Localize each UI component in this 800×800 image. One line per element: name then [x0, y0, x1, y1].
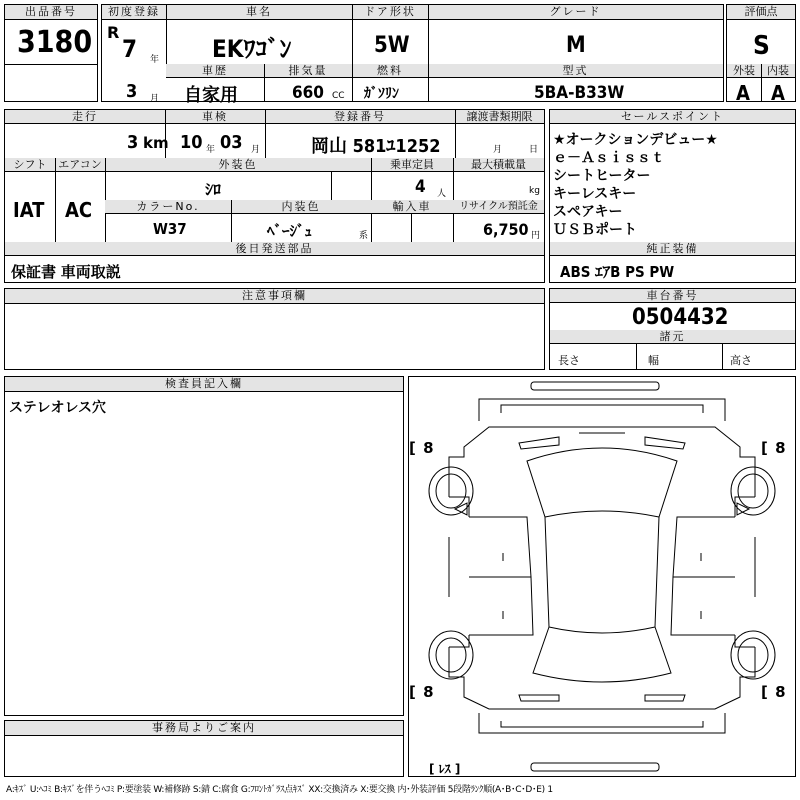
diagram-mark-rear-right: [ 8: [761, 683, 787, 701]
score: S: [753, 31, 770, 61]
reg-label: 初度登録: [102, 5, 166, 20]
chassis-box: [549, 288, 796, 370]
colorno-label: カラーNo.: [105, 200, 231, 214]
sales-point-4: キーレスキー: [553, 186, 637, 202]
mileage-unit: km: [143, 134, 169, 152]
fuel: ｶﾞｿﾘﾝ: [364, 86, 399, 102]
grade: M: [566, 33, 586, 58]
sales-point-6: ＵＳＢポート: [553, 222, 637, 238]
equipment-label: 純正装備: [550, 242, 795, 256]
recycle-label: リサイクル預託金: [453, 200, 544, 214]
history: 自家用: [184, 85, 238, 106]
sales-point-1: ★オークションデビュー★: [553, 132, 718, 148]
spec-height: 高さ: [730, 354, 752, 367]
sales-points-box: [549, 109, 796, 283]
history-label: 車歴: [166, 64, 264, 78]
inspector-label: 検査員記入欄: [5, 377, 403, 392]
sales-point-3: シートヒーター: [553, 168, 651, 184]
shift-label: シフト: [5, 158, 55, 172]
diagram-mark-rear-left: [ 8: [409, 683, 435, 701]
reg-year: 7: [122, 35, 138, 63]
int-label: 内装: [761, 64, 795, 78]
capacity-unit: 人: [437, 189, 447, 199]
displacement-unit: CC: [332, 91, 345, 101]
displacement: 660: [292, 83, 324, 103]
car-diagram: [409, 377, 795, 776]
reg-month-unit: 月: [150, 94, 160, 104]
shaken-label: 車検: [165, 110, 265, 124]
recycle-unit: 円: [531, 231, 541, 241]
color-label: 外装色: [105, 158, 371, 172]
door-type: 5W: [374, 33, 410, 58]
shift: IAT: [13, 198, 45, 222]
inspector-box: [4, 376, 404, 716]
plate-number: 岡山 581ﾕ1252: [311, 136, 441, 157]
sales-point-2: ｅ－Ａｓｉｓｓｔ: [553, 150, 665, 166]
later-parts: 保証書 車両取説: [11, 263, 121, 281]
displacement-label: 排気量: [264, 64, 352, 78]
interior-color: ﾍﾞｰｼﾞｭ: [267, 222, 313, 240]
mileage: 3: [127, 132, 139, 153]
spec-width: 幅: [648, 354, 659, 367]
later-parts-label: 後日発送部品: [5, 242, 544, 256]
shaken-month-unit: 月: [251, 145, 261, 155]
score-box: [726, 4, 796, 105]
spec-length: 長さ: [558, 354, 580, 367]
diagram-mark-front-right: [ 8: [761, 439, 787, 457]
sales-label: セールスポイント: [550, 110, 795, 124]
transfer-month: 月: [493, 145, 503, 155]
reg-era: R: [107, 23, 120, 42]
plate-label: 登録番号: [265, 110, 455, 124]
ac: AC: [65, 198, 93, 222]
ext-score: A: [736, 81, 750, 105]
score-label: 評価点: [727, 5, 795, 20]
grade-label: グレード: [428, 5, 723, 20]
reg-month: 3: [126, 81, 138, 102]
exterior-color: ｼﾛ: [205, 180, 222, 199]
mileage-label: 走行: [5, 110, 165, 124]
door-label: ドア形状: [352, 5, 428, 20]
detail-table: [4, 109, 545, 283]
shaken-month: 03: [220, 132, 243, 153]
chassis-label: 車台番号: [550, 289, 795, 303]
recycle-fee: 6,750: [483, 220, 529, 239]
caution-label: 注意事項欄: [5, 289, 544, 304]
reg-year-unit: 年: [150, 55, 160, 65]
office-label: 事務局よりご案内: [5, 721, 403, 736]
diagram-mark-front-left: [ 8: [409, 439, 435, 457]
transfer-label: 譲渡書類期限: [455, 110, 544, 124]
name-label: 車名: [166, 5, 352, 20]
transfer-day: 日: [529, 145, 539, 155]
lot-number: 3180: [17, 25, 93, 60]
caution-box: [4, 288, 545, 370]
car-diagram-box: [408, 376, 796, 777]
lot-label: 出品番号: [5, 5, 97, 20]
model-label: 型式: [428, 64, 723, 78]
model: 5BA-B33W: [534, 83, 625, 103]
fuel-label: 燃料: [352, 64, 428, 78]
ext-label: 外装: [727, 64, 761, 78]
shaken-year-unit: 年: [206, 145, 216, 155]
import-label: 輸入車: [371, 200, 453, 214]
office-box: [4, 720, 404, 777]
chassis-number: 0504432: [632, 305, 729, 330]
spec-label: 諸元: [550, 330, 795, 344]
load-unit: kg: [529, 186, 540, 196]
car-info-table: [101, 4, 724, 106]
ac-label: エアコン: [55, 158, 105, 172]
interior-color-unit: 系: [359, 231, 369, 241]
capacity-label: 乗車定員: [371, 158, 453, 172]
lot-box: [4, 4, 98, 102]
int-score: A: [771, 81, 785, 105]
inspector-note: ステレオレス穴: [9, 400, 107, 416]
car-name: EKﾜｺﾞﾝ: [212, 35, 292, 63]
color-number: W37: [153, 220, 187, 238]
load-label: 最大積載量: [453, 158, 544, 172]
sales-point-5: スペアキー: [553, 204, 623, 220]
intcolor-label: 内装色: [231, 200, 371, 214]
shaken-year: 10: [180, 132, 203, 153]
capacity: 4: [415, 177, 426, 197]
equipment: ABS ｴｱB PS PW: [560, 263, 675, 281]
diagram-bottom-mark: [ ﾚｽ ]: [429, 760, 460, 777]
legend: A:ｷｽﾞ U:ﾍｺﾐ B:ｷｽﾞを伴うﾍｺﾐ P:要塗装 W:補修跡 S:錆 C:腐食 G:ﾌﾛﾝﾄｶﾞﾗｽ点ｷｽﾞ XX:交換済み X:要交換 内･外装評価 5段階ﾗﾝｸ順(A･B･C･D･E) 1: [6, 785, 553, 795]
